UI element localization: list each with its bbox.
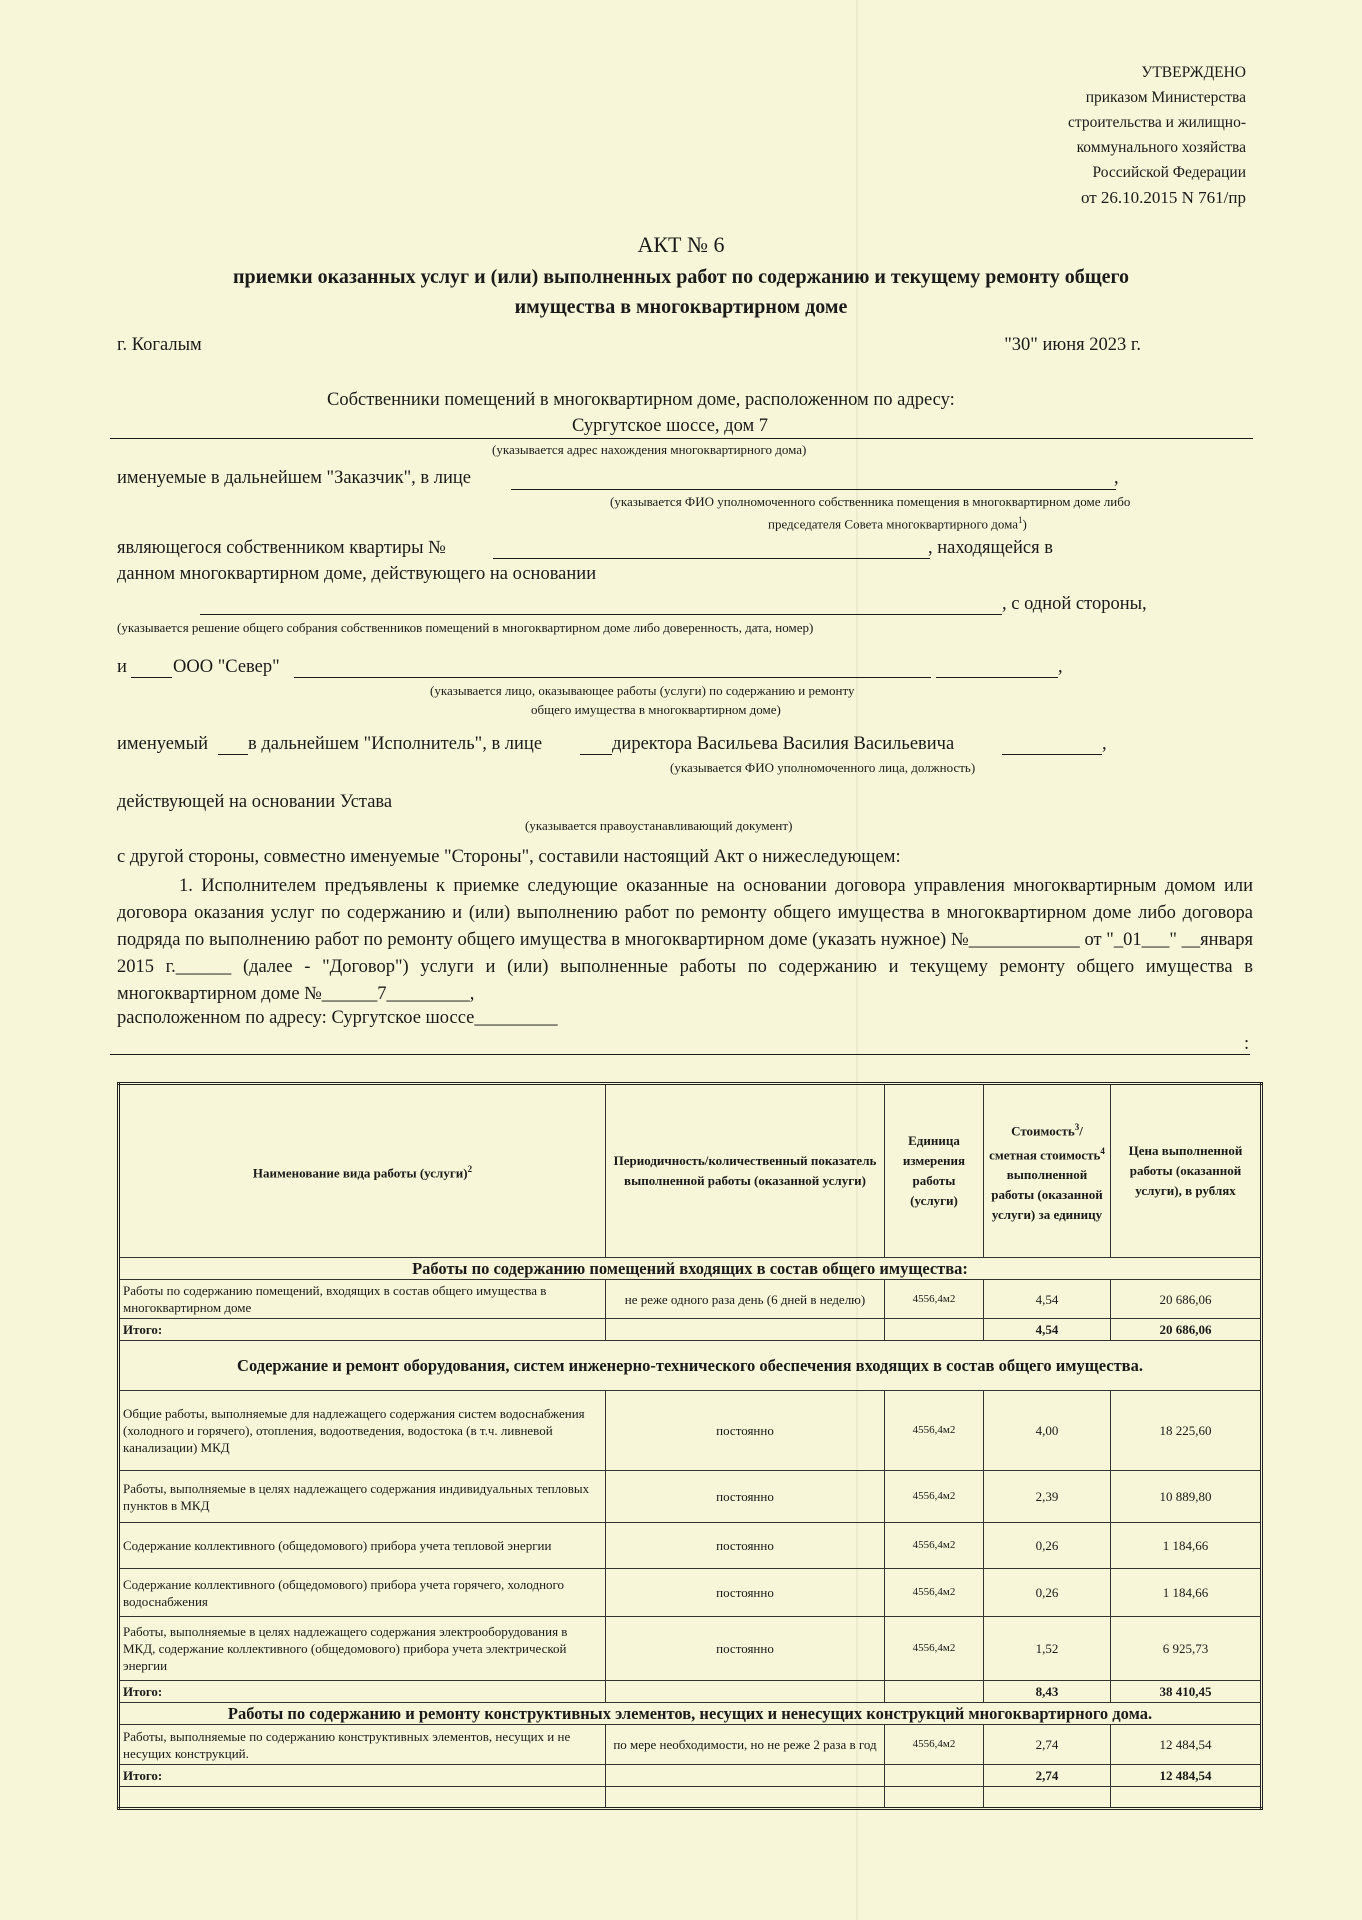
footnote-mark: 1 (1017, 515, 1023, 525)
cell-period: постоянно (606, 1569, 885, 1617)
contractor-note: (указывается лицо, оказывающее работы (услуги) по содержанию и ремонту (430, 683, 855, 698)
paragraph-1-text: 1. Исполнителем предъявлены к приемке следующие оказанные на основании договора управления многоквартирным домом или договора оказания услуг по содержанию и (или) выполнению работ по ремонту общего имущества в многоквартирном доме либо договора подряда по выполнению работ по ремонту общего имущества в многоквартирном доме (указать нужное) №____________ от "_01___" __января 2015 г.______ (далее - "Договор") услуги и (или) выполненные работы по содержанию и текущему ремонту общего имущества в многоквартирном доме №______7_________, (117, 876, 1253, 1004)
act-title-line: приемки оказанных услуг и (или) выполненных работ по содержанию и текущему ремонту общего (232, 266, 1130, 288)
city: г. Когалым (117, 335, 202, 355)
table-header-row (119, 1084, 1262, 1258)
header-name (119, 1084, 606, 1258)
comma: , (1058, 657, 1063, 677)
basis-note: (указывается решение общего собрания собственников помещений в многоквартирном доме либо доверенность, дата, номер) (117, 620, 814, 635)
cell-period: постоянно (606, 1471, 885, 1523)
table-row (119, 1471, 1262, 1523)
empty-cell (885, 1787, 984, 1809)
total-label: Итого: (119, 1765, 606, 1787)
header-cost-text: Стоимость (1011, 1123, 1075, 1138)
cell-cost: 0,26 (984, 1523, 1111, 1569)
section-row (119, 1258, 1262, 1280)
cell-price: 10 889,80 (1111, 1471, 1262, 1523)
parties-line: с другой стороны, совместно именуемые "Стороны", составили настоящий Акт о нижеследующем: (117, 847, 901, 867)
total-row (119, 1765, 1262, 1787)
executor-underline (580, 754, 612, 755)
cell-name: Работы, выполняемые в целях надлежащего содержания индивидуальных тепловых пунктов в МКД (119, 1471, 606, 1523)
owner-line-end: , находящейся в (928, 538, 1053, 558)
cell-unit: 4556,4м2 (885, 1617, 984, 1681)
executor-underline (1002, 754, 1102, 755)
footnote-mark: 2 (467, 1163, 473, 1174)
executor-text: в дальнейшем "Исполнитель", в лице (248, 734, 543, 754)
colon: : (1244, 1034, 1250, 1054)
contractor-underline (294, 677, 931, 678)
total-row (119, 1319, 1262, 1341)
approval-line: от 26.10.2015 N 761/пр (1080, 188, 1246, 207)
act-title (0, 262, 1362, 322)
comma: , (1114, 468, 1119, 488)
cell-price: 6 925,73 (1111, 1617, 1262, 1681)
customer-note-text: председателя Совета многоквартирного дома (768, 516, 1018, 532)
cell-cost: 4,00 (984, 1391, 1111, 1471)
cell-period: по мере необходимости, но не реже 2 раза в год (606, 1725, 885, 1765)
cell-period: постоянно (606, 1391, 885, 1471)
empty-cell (885, 1681, 984, 1703)
empty-cell (1111, 1787, 1262, 1809)
cell-cost: 0,26 (984, 1569, 1111, 1617)
address-underline (110, 438, 1253, 439)
approval-line: Российской Федерации (1092, 164, 1246, 181)
apartment-underline (493, 558, 930, 559)
cell-unit: 4556,4м2 (885, 1725, 984, 1765)
empty-cell (885, 1319, 984, 1341)
header-cost (984, 1084, 1111, 1258)
paragraph-1-last: расположенном по адресу: Сургутское шоссе_________ (117, 1008, 558, 1028)
total-cost: 4,54 (984, 1319, 1111, 1341)
cell-unit: 4556,4м2 (885, 1523, 984, 1569)
footnote-mark: 4 (1100, 1146, 1105, 1156)
footnote-mark: 3 (1074, 1121, 1080, 1132)
cell-name: Содержание коллективного (общедомового) прибора учета горячего, холодного водоснабжения (119, 1569, 606, 1617)
header-cost-text: /сметная стоимость (989, 1123, 1101, 1163)
cell-name: Работы, выполняемые в целях надлежащего содержания электрооборудования в МКД, содержание коллективного (общедомового) прибора учета электрической энергии (119, 1617, 606, 1681)
act-title-line: имущества в многоквартирном доме (514, 296, 848, 318)
cell-period: не реже одного раза день (6 дней в неделю) (606, 1280, 885, 1319)
empty-cell (606, 1319, 885, 1341)
table-row (119, 1617, 1262, 1681)
comma: , (1102, 734, 1107, 754)
cell-name: Работы по содержанию помещений, входящих в состав общего имущества в многоквартирном доме (119, 1280, 606, 1319)
cell-name: Общие работы, выполняемые для надлежащего содержания систем водоснабжения (холодного и горячего), отопления, водоотведения, водостока (в т.ч. ливневой канализации) МКД (119, 1391, 606, 1471)
empty-cell (885, 1765, 984, 1787)
owner-line: являющегося собственником квартиры № (117, 538, 446, 558)
header-name-text: Наименование вида работы (услуги) (252, 1165, 468, 1181)
approval-line: УТВЕРЖДЕНО (1141, 64, 1246, 81)
empty-cell (606, 1681, 885, 1703)
approval-line: коммунального хозяйства (1076, 139, 1246, 156)
cell-price: 18 225,60 (1111, 1391, 1262, 1471)
approval-block (1068, 60, 1246, 210)
section-title: Содержание и ремонт оборудования, систем инженерно-технического обеспечения входящих в состав общего имущества. (119, 1341, 1262, 1391)
section-title: Работы по содержанию и ремонту конструктивных элементов, несущих и ненесущих конструкций многоквартирного дома. (119, 1703, 1262, 1725)
total-cost: 8,43 (984, 1681, 1111, 1703)
cell-price: 1 184,66 (1111, 1569, 1262, 1617)
cell-unit: 4556,4м2 (885, 1569, 984, 1617)
owners-line: Собственники помещений в многоквартирном доме, расположенном по адресу: (327, 390, 955, 410)
cell-price: 12 484,54 (1111, 1725, 1262, 1765)
total-label: Итого: (119, 1681, 606, 1703)
customer-note (768, 515, 1027, 532)
section-row (119, 1703, 1262, 1725)
empty-cell (606, 1787, 885, 1809)
total-label: Итого: (119, 1319, 606, 1341)
empty-cell (119, 1787, 606, 1809)
approval-line: строительства и жилищно- (1068, 114, 1246, 131)
basis-underline (200, 614, 1002, 615)
header-price: Цена выполненной работы (оказанной услуги), в рублях (1111, 1084, 1262, 1258)
cell-unit: 4556,4м2 (885, 1280, 984, 1319)
cell-cost: 2,74 (984, 1725, 1111, 1765)
contractor-underline-2 (936, 677, 1058, 678)
header-period: Периодичность/количественный показатель выполненной работы (оказанной услуги) (606, 1084, 885, 1258)
executor-label: именуемый (117, 734, 208, 754)
paragraph-1 (117, 873, 1253, 1008)
executor-underline (218, 754, 248, 755)
and-word: и (117, 657, 127, 677)
cell-cost: 2,39 (984, 1471, 1111, 1523)
approval-line: приказом Министерства (1085, 89, 1246, 106)
total-price: 20 686,06 (1111, 1319, 1262, 1341)
total-cost: 2,74 (984, 1765, 1111, 1787)
header-cost-text: выполненной работы (оказанной услуги) за единицу (991, 1167, 1103, 1223)
section-title: Работы по содержанию помещений входящих в состав общего имущества: (119, 1258, 1262, 1280)
owner-line-basis: данном многоквартирном доме, действующего на основании (117, 564, 597, 584)
total-price: 12 484,54 (1111, 1765, 1262, 1787)
address-note: (указывается адрес нахождения многоквартирного дома) (492, 442, 807, 457)
table-row-empty (119, 1787, 1262, 1809)
cell-period: постоянно (606, 1523, 885, 1569)
section-row (119, 1341, 1262, 1391)
table-row (119, 1280, 1262, 1319)
table-row (119, 1569, 1262, 1617)
acting-note: (указывается правоустанавливающий документ) (525, 818, 793, 833)
table-row (119, 1391, 1262, 1471)
table-row (119, 1523, 1262, 1569)
header-unit: Единица измерения работы (услуги) (885, 1084, 984, 1258)
works-table (117, 1082, 1263, 1810)
executor-person: директора Васильева Василия Васильевича (612, 734, 955, 754)
table-row (119, 1725, 1262, 1765)
executor-note: (указывается ФИО уполномоченного лица, должность) (670, 760, 976, 775)
act-number: АКТ № 6 (637, 232, 725, 257)
one-side: , с одной стороны, (1002, 594, 1147, 614)
cell-unit: 4556,4м2 (885, 1471, 984, 1523)
cell-unit: 4556,4м2 (885, 1391, 984, 1471)
address: Сургутское шоссе, дом 7 (572, 416, 769, 436)
cell-cost: 4,54 (984, 1280, 1111, 1319)
total-row (119, 1681, 1262, 1703)
cell-name: Работы, выполняемые по содержанию конструктивных элементов, несущих и не несущих конструкций. (119, 1725, 606, 1765)
cell-cost: 1,52 (984, 1617, 1111, 1681)
empty-cell (984, 1787, 1111, 1809)
customer-line: именуемые в дальнейшем "Заказчик", в лице (117, 468, 472, 488)
contractor-name: ООО "Север" (173, 657, 280, 677)
address-full-underline (110, 1054, 1250, 1055)
cell-period: постоянно (606, 1617, 885, 1681)
cell-price: 20 686,06 (1111, 1280, 1262, 1319)
customer-underline (511, 489, 1116, 490)
acting-basis: действующей на основании Устава (117, 792, 393, 812)
customer-note-end: ) (1022, 516, 1027, 532)
act-date: "30" июня 2023 г. (1004, 335, 1141, 355)
customer-note: (указывается ФИО уполномоченного собственника помещения в многоквартирном доме либо (610, 494, 1131, 509)
total-price: 38 410,45 (1111, 1681, 1262, 1703)
cell-price: 1 184,66 (1111, 1523, 1262, 1569)
empty-cell (606, 1765, 885, 1787)
contractor-pre-underline (131, 677, 172, 678)
contractor-note: общего имущества в многоквартирном доме) (531, 702, 781, 717)
cell-name: Содержание коллективного (общедомового) прибора учета тепловой энергии (119, 1523, 606, 1569)
